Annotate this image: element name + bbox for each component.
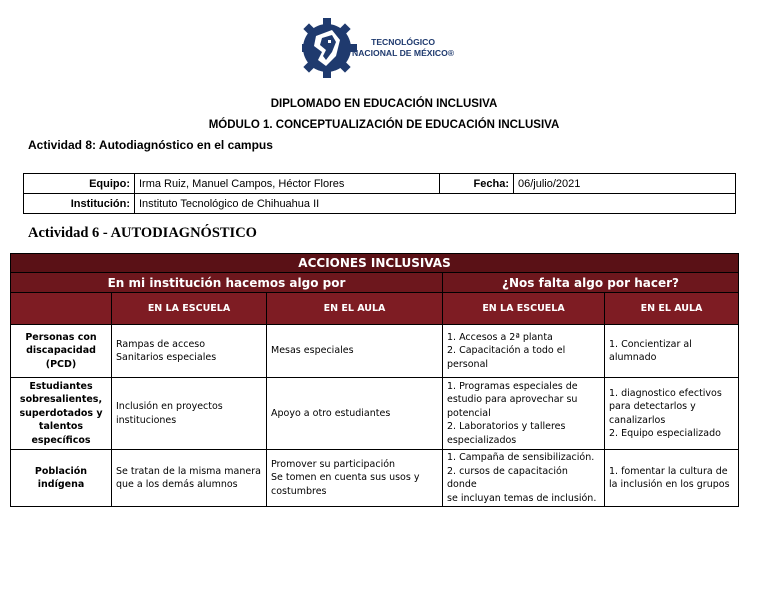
row-label	[11, 378, 112, 450]
institucion-value: Instituto Tecnológico de Chihuahua II	[135, 194, 736, 214]
table-cell	[605, 325, 739, 378]
cell-line: Promover su participación	[271, 458, 396, 470]
column-header: EN EL AULA	[605, 293, 739, 325]
column-header: EN EL AULA	[267, 293, 443, 325]
cell-line: Rampas de acceso	[116, 338, 206, 350]
cell-line: potencial	[447, 407, 491, 419]
cell-line: canalizarlos	[609, 414, 666, 426]
table-cell	[112, 325, 267, 378]
group-header-left: En mi institución hacemos algo por	[11, 273, 443, 293]
cell-line: personal	[447, 358, 489, 370]
cell-line: 1. Campaña de sensibilización.	[447, 452, 595, 463]
logo-line-1: TECNOLÓGICO	[371, 37, 436, 47]
fecha-label: Fecha:	[440, 174, 514, 194]
table-cell	[267, 325, 443, 378]
cell-line: que a los demás alumnos	[116, 479, 238, 490]
cell-line: especializados	[447, 434, 517, 446]
logo-text	[352, 37, 454, 59]
inclusive-actions-table	[10, 253, 739, 507]
table-cell	[112, 450, 267, 507]
column-header: EN LA ESCUELA	[443, 293, 605, 325]
table-row	[11, 450, 739, 507]
column-header-empty	[11, 293, 112, 325]
column-header: EN LA ESCUELA	[112, 293, 267, 325]
cell-line: costumbres	[271, 485, 327, 497]
cell-line: 1. diagnostico efectivos	[609, 387, 722, 399]
info-table	[23, 173, 736, 214]
row-label-line: sobresalientes,	[19, 394, 103, 406]
row-label	[11, 325, 112, 378]
cell-line: 2. Capacitación a todo el	[447, 345, 566, 357]
institucion-label: Institución:	[24, 194, 135, 214]
table-cell	[267, 378, 443, 450]
document-subtitle: MÓDULO 1. CONCEPTUALIZACIÓN DE EDUCACIÓN INCLUSIVA	[208, 119, 560, 131]
table-cell	[443, 378, 605, 450]
section-title: Actividad 6 - AUTODIAGNÓSTICO	[28, 225, 257, 241]
cell-line: Se tratan de la misma manera	[116, 465, 261, 477]
table-row	[11, 378, 739, 450]
cell-line: 2. Equipo especializado	[609, 428, 721, 439]
cell-line: instituciones	[116, 414, 177, 426]
cell-line: 2. Laboratorios y talleres	[447, 421, 566, 433]
cell-line: Apoyo a otro estudiantes	[271, 407, 391, 419]
equipo-label: Equipo:	[24, 174, 135, 194]
cell-line: se incluyan temas de inclusión.	[447, 492, 597, 504]
table-cell	[443, 450, 605, 507]
cell-line: 1. Programas especiales de	[447, 380, 578, 392]
row-label-line: indígena	[37, 479, 85, 490]
row-label-line: Personas con	[25, 331, 97, 343]
row-label	[11, 450, 112, 507]
document-title: DIPLOMADO EN EDUCACIÓN INCLUSIVA	[270, 98, 498, 110]
logo-line-2: NACIONAL DE MÉXICO®	[352, 48, 455, 58]
cell-line: 1. fomentar la cultura de	[609, 465, 728, 477]
table-title: ACCIONES INCLUSIVAS	[11, 254, 739, 273]
row-label-line: discapacidad	[26, 345, 96, 357]
cell-line: Inclusión en proyectos	[116, 401, 223, 412]
row-label-line: específicos	[31, 434, 91, 446]
table-cell	[605, 450, 739, 507]
cell-line: 1. Concientizar al	[609, 338, 692, 350]
activity-heading: Actividad 8: Autodiagnóstico en el campus	[28, 138, 273, 152]
group-header-right: ¿Nos falta algo por hacer?	[443, 273, 739, 293]
cell-line: Sanitarios especiales	[116, 352, 217, 363]
table-row	[11, 325, 739, 378]
row-label-line: superdotados y	[19, 407, 103, 419]
row-label-line: Población	[34, 465, 88, 477]
cell-line: Mesas especiales	[271, 345, 354, 357]
cell-line: para detectarlos y	[609, 401, 696, 412]
table-cell	[112, 378, 267, 450]
table-cell	[267, 450, 443, 507]
equipo-value: Irma Ruiz, Manuel Campos, Héctor Flores	[135, 174, 440, 194]
cell-line: la inclusión en los grupos	[609, 479, 730, 490]
cell-line: 2. cursos de capacitación donde	[447, 465, 568, 490]
table-cell	[605, 378, 739, 450]
row-label-line: Estudiantes	[29, 380, 93, 392]
cell-line: 1. Accesos a 2ª planta	[447, 331, 553, 343]
row-label-line: (PCD)	[45, 358, 77, 370]
cell-line: alumnado	[609, 352, 657, 363]
cell-line: Se tomen en cuenta sus usos y	[271, 472, 420, 484]
cell-line: estudio para aprovechar su	[447, 394, 578, 406]
row-label-line: talentos	[38, 421, 84, 433]
fecha-value: 06/julio/2021	[514, 174, 736, 194]
table-cell	[443, 325, 605, 378]
